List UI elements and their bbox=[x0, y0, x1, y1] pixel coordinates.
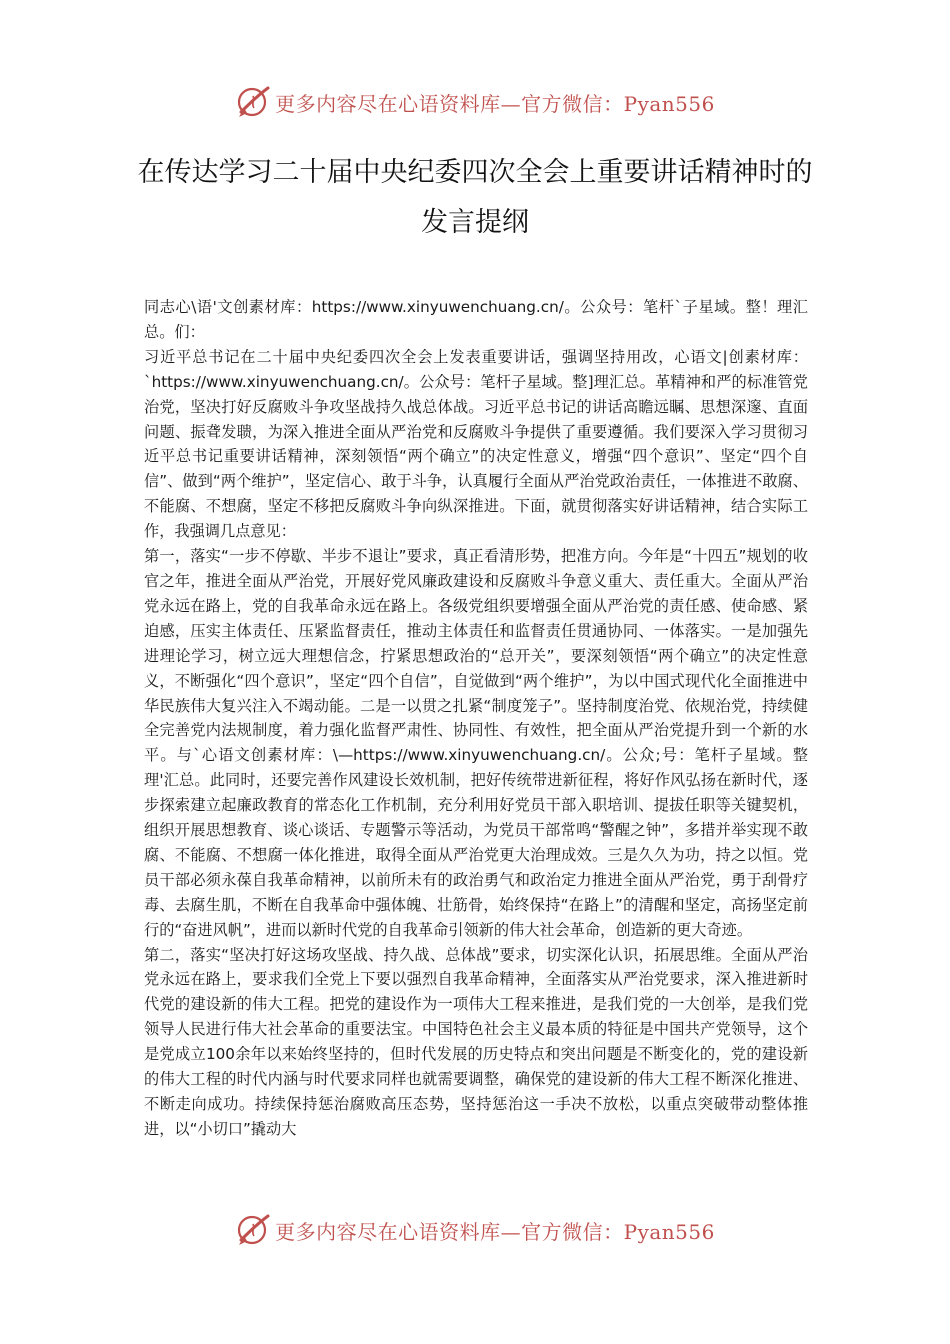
footer-banner bbox=[0, 1210, 950, 1250]
document-title: 在传达学习二十届中央纪委四次全会上重要讲话精神时的发言提纲 bbox=[137, 157, 813, 238]
banner-text: 更多内容尽在心语资料库—官方微信：Pyan556 bbox=[275, 1219, 715, 1244]
paragraph: 同志心\语'文创素材库：https://www.xinyuwenchuang.cn/。公众号：笔杆`子星域。整！理汇总。们： bbox=[144, 298, 808, 341]
paragraph: 第一，落实“一步不停歇、半步不退让”要求，真正看清形势，把准方向。今年是“十四五”规划的收官之年，推进全面从严治党，开展好党风廉政建设和反腐败斗争意义重大、责任重大。全面从严治党永远在路上，党的自我革命永远在路上。各级党组织要增强全面从严治党的责任感、使命感、紧迫感，压实主体责任、压紧监督责任，推动主体责任和监督责任贯通协同、一体落实。一是加强先进理论学习，树立远大理想信念，拧紧思想政治的“总开关”，要深刻领悟“两个确立”的决定性意义，不断强化“四个意识”，坚定“四个自信”，自觉做到“两个维护”，为以中国式现代化全面推进中华民族伟大复兴注入不竭动能。二是一以贯之扎紧“制度笼子”。坚持制度治党、依规治党，持续健全完善党内法规制度，着力强化监督严肃性、协同性、有效性，把全面从严治党提升到一个新的水平。与`心语文创素材库：\—https://www.xinyuwenchuang.cn/。公众;号：笔杆子星域。整理'汇总。此同时，还要完善作风建设长效机制，把好传统带进新征程，将好作风弘扬在新时代，逐步探索建立起廉政教育的常态化工作机制，充分利用好党员干部入职培训、提拔任职等关键契机，组织开展思想教育、谈心谈话、专题警示等活动，为党员干部常鸣“警醒之钟”，多措并举实现不敢腐、不能腐、不想腐一体化推进，取得全面从严治党更大治理成效。三是久久为功，持之以恒。党员干部必须永葆自我革命精神，以前所未有的政治勇气和政治定力推进全面从严治党，勇于刮骨疗毒、去腐生肌，不断在自我革命中强体魄、壮筋骨，始终保持“在路上”的清醒和坚定，高扬坚定前行的“奋进风帆”，进而以新时代党的自我革命引领新的伟大社会革命，创造新的更大奇迹。 bbox=[144, 547, 808, 939]
document-body bbox=[144, 295, 808, 1142]
header-banner bbox=[0, 82, 950, 122]
paragraph: 第二，落实“坚决打好这场攻坚战、持久战、总体战”要求，切实深化认识，拓展思维。全面从严治党永远在路上，要求我们全党上下要以强烈自我革命精神，全面落实从严治党要求，深入推进新时代党的建设新的伟大工程。把党的建设作为一项伟大工程来推进，是我们党的一大创举，是我们党领导人民进行伟大社会革命的重要法宝。中国特色社会主义最本质的特征是中国共产党领导，这个是党成立100余年以来始终坚持的，但时代发展的历史特点和突出问题是不断变化的，党的建设新的伟大工程的时代内涵与时代要求同样也就需要调整，确保党的建设新的伟大工程不断深化推进、不断走向成功。持续保持惩治腐败高压态势，坚持惩治这一手决不放松，以重点突破带动整体推进，以“小切口”撬动大 bbox=[144, 945, 808, 1138]
paragraph: 习近平总书记在二十届中央纪委四次全会上发表重要讲话，强调坚持用改，心语文|创素材库：`https://www.xinyuwenchuang.cn/。公众号：笔杆子星域。整]理汇总。革精神和严的标准管党治党，坚决打好反腐败斗争攻坚战持久战总体战。习近平总书记的讲话高瞻远瞩、思想深邃、直面问题、振聋发聩，为深入推进全面从严治党和反腐败斗争提供了重要遵循。我们要深入学习贯彻习近平总书记重要讲话精神，深刻领悟“两个确立”的决定性意义，增强“四个意识”、坚定“四个自信”、做到“两个维护”，坚定信心、敢于斗争，认真履行全面从严治党政治责任，一体推进不敢腐、不能腐、不想腐，坚定不移把反腐败斗争向纵深推进。下面，就贯彻落实好讲话精神，结合实际工作，我强调几点意见： bbox=[144, 347, 808, 541]
pen-logo-icon bbox=[235, 1212, 271, 1248]
banner-text: 更多内容尽在心语资料库—官方微信：Pyan556 bbox=[275, 91, 715, 116]
pen-logo-icon bbox=[235, 84, 271, 120]
